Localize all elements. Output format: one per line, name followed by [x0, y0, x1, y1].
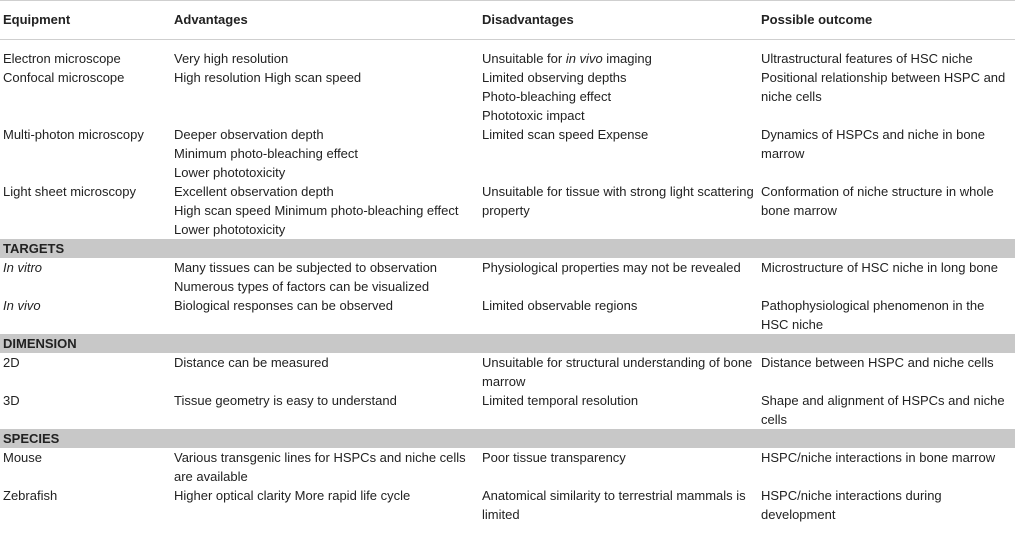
cell-disadvantages: Poor tissue transparency	[482, 450, 626, 465]
section-title: SPECIES	[0, 429, 1015, 448]
section-title: TARGETS	[0, 239, 1015, 258]
cell-name: Zebrafish	[3, 488, 58, 503]
cell-disadvantages	[479, 40, 758, 69]
cell-outcome: Conformation of niche structure in whole bone marrow	[761, 184, 994, 218]
cell-advantages: Various transgenic lines for HSPCs and niche cells are available	[174, 450, 466, 484]
cell-advantages	[171, 182, 479, 239]
cell-advantages: Distance can be measured	[174, 355, 329, 370]
cell-outcome: HSPC/niche interactions during development	[761, 488, 942, 522]
cell-disadvantages: Anatomical similarity to terrestrial mammals is limited	[482, 488, 746, 522]
table-row-zebrafish	[0, 486, 1015, 524]
cell-outcome: HSPC/niche interactions in bone marrow	[761, 450, 996, 465]
table-row-confocal	[0, 68, 1015, 125]
cell-advantages: Tissue geometry is easy to understand	[174, 393, 397, 408]
cell-name: 3D	[3, 393, 20, 408]
cell-outcome: Distance between HSPC and niche cells	[761, 355, 994, 370]
text-part: Unsuitable for	[482, 51, 566, 66]
section-title: DIMENSION	[0, 334, 1015, 353]
cell-disadvantages	[479, 68, 758, 125]
table-row-invitro	[0, 258, 1015, 296]
cell-disadvantages: Limited observable regions	[482, 298, 638, 313]
text-line: Minimum photo-bleaching effect	[174, 146, 359, 161]
cell-outcome: Microstructure of HSC niche in long bone	[761, 260, 999, 275]
text-line: Many tissues can be subjected to observation	[174, 260, 438, 275]
table-row-2d	[0, 353, 1015, 391]
header-equipment: Equipment	[0, 1, 171, 40]
cell-disadvantages: Limited scan speed Expense	[482, 127, 649, 142]
cell-disadvantages: Limited temporal resolution	[482, 393, 639, 408]
cell-disadvantages: Unsuitable for tissue with strong light scattering property	[482, 184, 754, 218]
cell-name: Electron microscope	[3, 51, 121, 66]
header-advantages: Advantages	[171, 1, 479, 40]
cell-advantages	[171, 258, 479, 296]
cell-advantages: Biological responses can be observed	[174, 298, 393, 313]
cell-name: In vivo	[3, 298, 41, 313]
text-line: Photo-bleaching effect	[482, 89, 612, 104]
table-row-invivo	[0, 296, 1015, 334]
cell-name: Multi-photon microscopy	[3, 127, 144, 142]
text-line: Deeper observation depth	[174, 127, 324, 142]
cell-outcome: Dynamics of HSPCs and niche in bone marrow	[761, 127, 986, 161]
table-row-lightsheet	[0, 182, 1015, 239]
text-italic: in vivo	[565, 51, 603, 66]
cell-outcome: Pathophysiological phenomenon in the HSC niche	[761, 298, 985, 332]
table-row-electron	[0, 40, 1015, 69]
cell-outcome: Ultrastructural features of HSC niche	[761, 51, 973, 66]
cell-advantages	[171, 125, 479, 182]
text-line: Limited observing depths	[482, 70, 627, 85]
header-row	[0, 1, 1015, 40]
cell-advantages: Very high resolution	[174, 51, 289, 66]
section-targets	[0, 239, 1015, 258]
table-row-multiphoton	[0, 125, 1015, 182]
cell-disadvantages: Unsuitable for structural understanding of bone marrow	[482, 355, 753, 389]
text-part: imaging	[602, 51, 652, 66]
cell-disadvantages: Physiological properties may not be revealed	[482, 260, 741, 275]
header-outcome: Possible outcome	[758, 1, 1015, 40]
text-line: Phototoxic impact	[482, 108, 585, 123]
section-species	[0, 429, 1015, 448]
table-row-3d	[0, 391, 1015, 429]
table-row-mouse	[0, 448, 1015, 486]
cell-outcome: Positional relationship between HSPC and niche cells	[761, 70, 1006, 104]
cell-advantages: High resolution High scan speed	[174, 70, 362, 85]
cell-outcome: Shape and alignment of HSPCs and niche cells	[761, 393, 1005, 427]
section-dimension	[0, 334, 1015, 353]
cell-name: 2D	[3, 355, 20, 370]
text-line: High scan speed Minimum photo-bleaching effect	[174, 203, 459, 218]
text-line: Excellent observation depth	[174, 184, 334, 199]
cell-name: Light sheet microscopy	[3, 184, 136, 199]
cell-name: Mouse	[3, 450, 43, 465]
cell-name: In vitro	[3, 260, 43, 275]
text-line: Numerous types of factors can be visualized	[174, 279, 430, 294]
text-line: Lower phototoxicity	[174, 222, 286, 237]
cell-advantages: Higher optical clarity More rapid life cycle	[174, 488, 411, 503]
header-disadvantages: Disadvantages	[479, 1, 758, 40]
cell-name: Confocal microscope	[3, 70, 125, 85]
text-line: Lower phototoxicity	[174, 165, 286, 180]
